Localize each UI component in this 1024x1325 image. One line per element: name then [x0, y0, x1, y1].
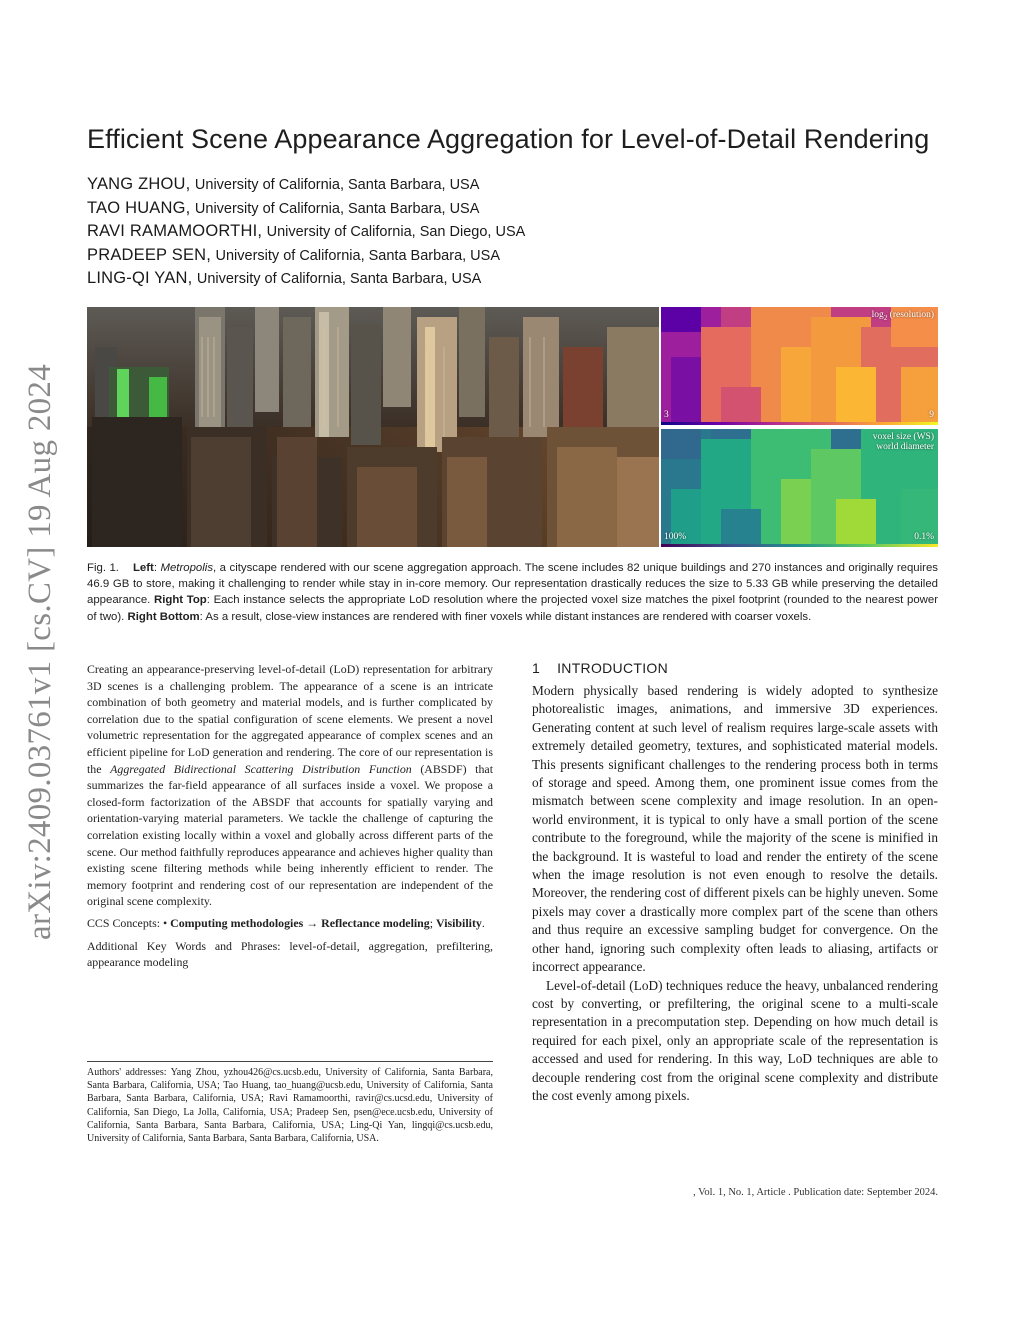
left-column [87, 661, 493, 971]
resolution-panel [661, 307, 938, 425]
section-heading: 1 INTRODUCTION [532, 660, 669, 676]
author-name: TAO HUANG, [87, 198, 191, 217]
author-name: RAVI RAMAMOORTHI, [87, 222, 263, 240]
author-line [87, 222, 525, 246]
intro-paragraph: Modern physically based rendering is widely adopted to synthesize photorealistic images, animations, and immersive 3D experiences. Generating content at such level of realism requires large-scale assets with extremely detailed geometry, textures, and sophisticated material models. This presents significant challenges to the rendering process both in terms of storage and speed. Among them, one prominent issue comes from the mismatch between scene complexity and image resolution. In an open-world environment, it is typical to only have a small portion of the scene contribute to the foreground, while the majority of the scene is minified in the background. It is wasteful to load and render the entirety of the scene when the image resolution is not even enough to resolve the details. Moreover, the rendering cost of different pixels can be highly uneven. Some pixels may cover a drastically more complex part of the scene than others and thus require an excessive sampling budget for convergence. On the other hand, ignoring such complexity often leads to aliasing, artifacts or incorrect appearance. [532, 683, 938, 975]
voxel-size-panel [661, 429, 938, 547]
footnote-divider [87, 1061, 493, 1062]
authors-addresses-footnote: Authors' addresses: Yang Zhou, yzhou426@cs.ucsb.edu, University of California, Santa Barbara, Santa Barbara, California, USA; Tao Huang, tao_huang@ucsb.edu, University of California, Santa Barbara, Santa Barbara, California, USA; Ravi Ramamoorthi, ravir@cs.ucsd.edu, University of California, San Diego, La Jolla, California, USA; Pradeep Sen, psen@ece.ucsb.edu, University of California, Santa Barbara, Santa Barbara, California, USA; Ling-Qi Yan, lingqi@cs.ucsb.edu, University of California, Santa Barbara, Santa Barbara, California, USA. [87, 1067, 493, 1145]
abstract: Creating an appearance-preserving level-of-detail (LoD) representation for arbitrary 3D scenes is a challenging problem. The appearance of a scene is an intricate combination of both geometry and material models, and is further complicated by correlation due to the spatial configuration of scene elements. We present a novel volumetric representation for the aggregated appearance of complex scenes and an efficient pipeline for LoD generation and rendering. The core of our representation is the Aggregated Bidirectional Scattering Distribution Function (ABSDF) that summarizes the far-field appearance of all surfaces inside a voxel. We propose a closed-form factorization of the ABSDF that accounts for spatially varying and orientation-varying material parameters. We tackle the challenge of capturing the correlation existing locally within a voxel and globally across different parts of the scene. Our method faithfully reproduces appearance and achieves higher quality than existing scene filtering methods while being inherently efficient to render. The memory footprint and rendering cost of our representation are independent of the original scene complexity. [87, 662, 493, 909]
author-line [87, 199, 525, 223]
right-column [532, 660, 938, 1105]
colorbar-min-label: 3 [664, 410, 669, 420]
resolution-label: $\log_2$ (resolution) [871, 310, 934, 322]
voxel-size-label-line: voxel size (WS) [872, 432, 934, 442]
cityscape-render [87, 307, 659, 547]
author-affiliation: University of California, Santa Barbara, USA [194, 200, 480, 217]
keywords: Additional Key Words and Phrases: level-of-detail, aggregation, prefiltering, appearance modeling [87, 938, 493, 970]
voxel-size-label [873, 432, 934, 452]
ccs-concepts: CCS Concepts: • Computing methodologies → Reflectance modeling; Visibility. [87, 915, 485, 930]
author-affiliation: University of California, Santa Barbara, USA [194, 177, 480, 193]
author-name: PRADEEP SEN, [87, 245, 212, 264]
author-affiliation: University of California, Santa Barbara, USA [196, 271, 482, 287]
viridis-colorbar [661, 544, 938, 547]
paper-title: Efficient Scene Appearance Aggregation for Level-of-Detail Rendering [87, 124, 930, 154]
author-affiliation: University of California, San Diego, USA [266, 224, 526, 240]
intro-paragraph: Level-of-detail (LoD) techniques reduce the heavy, unbalanced rendering cost by converting, or prefiltering, the original scene to a multi-scale representation in a precomputation step. Depending on how much detail is required for each pixel, only an appropriate scale of the representation is accessed and used for rendering. In this way, LoD techniques are able to decouple rendering cost from the original scene complexity and distribute the cost evenly among pixels. [532, 977, 938, 1103]
colorbar-max-label: 9 [929, 410, 934, 420]
author-line [87, 175, 525, 199]
arxiv-stamp: arXiv:2409.03761v1 [cs.CV] 19 Aug 2024 [22, 363, 58, 940]
colorbar-min-label: 100% [664, 532, 687, 542]
author-line [87, 246, 525, 270]
author-name: YANG ZHOU, [87, 175, 191, 193]
colorbar-max-label: 0.1% [914, 532, 934, 542]
author-name: LING-QI YAN, [87, 269, 193, 287]
author-line [87, 269, 525, 293]
plasma-colorbar [661, 422, 938, 425]
teaser-figure [87, 307, 938, 547]
voxel-size-label-line: world diameter [876, 442, 934, 452]
running-footer: , Vol. 1, No. 1, Article . Publication date: September 2024. [693, 1187, 938, 1198]
author-list [87, 175, 525, 293]
figure-caption: Fig. 1. Left: Metropolis, a cityscape rendered with our scene aggregation approach. The scene includes 82 unique buildings and 270 instances and originally requires 46.9 GB to store, making it challenging to render while stay in in-core memory. Our representation drastically reduces the size to 5.33 GB while preserving the detailed appearance. Right Top: Each instance selects the appropriate LoD resolution where the projected voxel size matches the pixel footprint (rounded to the nearest power of two). Right Bottom: As a result, close-view instances are rendered with finer voxels while distant instances are rendered with coarser voxels. [87, 562, 939, 623]
resolution-heatmap [661, 307, 938, 425]
author-affiliation: University of California, Santa Barbara, USA [215, 247, 501, 264]
